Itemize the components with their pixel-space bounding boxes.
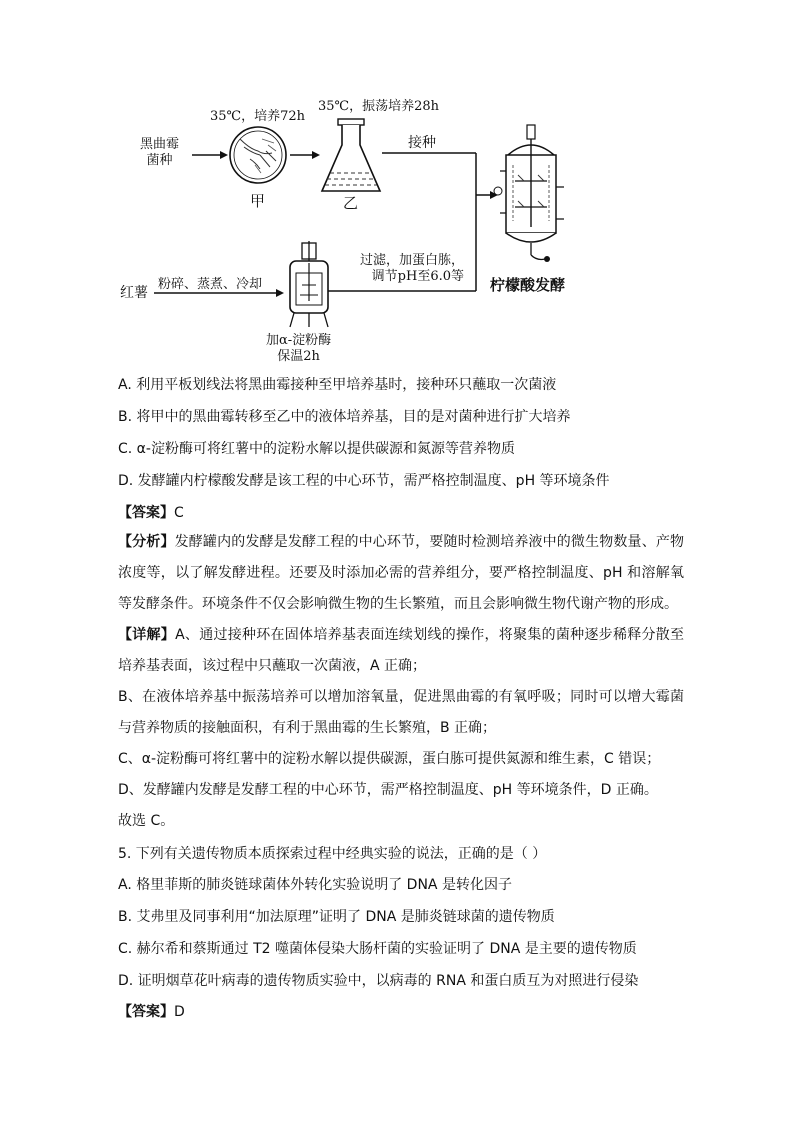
q4-option-d: D. 发酵罐内柠檬酸发酵是该工程的中心环节，需严格控制温度、pH 等环境条件 xyxy=(118,473,610,489)
q5-option-d: D. 证明烟草花叶病毒的遗传物质实验中，以病毒的 RNA 和蛋白质互为对照进行侵染 xyxy=(118,973,639,989)
label-amylase: 加α-淀粉酶 保温2h xyxy=(266,333,332,364)
q4-detail-a xyxy=(118,620,684,682)
q4-analysis xyxy=(118,527,684,620)
label-process: 粉碎、蒸煮、冷却 xyxy=(158,277,263,292)
label-condition-jia: 35℃，培养72h xyxy=(210,109,305,124)
q4-detail-c: C、α-淀粉酶可将红薯中的淀粉水解以提供碳源，蛋白胨可提供氮源和维生素，C 错误； xyxy=(118,751,661,767)
conical-flask-icon xyxy=(322,119,380,191)
label-inoculate: 接种 xyxy=(408,135,436,151)
answer-value: C xyxy=(174,505,184,521)
fermenter-icon xyxy=(494,125,564,262)
q4-answer xyxy=(118,502,688,522)
q5-stem: 5. 下列有关遗传物质本质探索过程中经典实验的说法，正确的是（ ） xyxy=(118,846,547,862)
q4-conclusion: 故选 C。 xyxy=(118,813,175,829)
arrow-head-flask xyxy=(312,151,320,159)
label-jia: 甲 xyxy=(250,192,266,210)
enzyme-reactor-icon xyxy=(290,241,328,327)
q5-answer xyxy=(118,1001,688,1021)
label-yi: 乙 xyxy=(343,194,359,212)
petri-dish-icon xyxy=(230,127,286,183)
q4-option-c: C. α-淀粉酶可将红薯中的淀粉水解以提供碳源和氮源等营养物质 xyxy=(118,441,515,457)
q5-answer-tag: 【答案】 xyxy=(118,1004,174,1020)
detail-a-text: A、通过接种环在固体培养基表面连续划线的操作，将聚集的菌种逐步稀释分散至培养基表面，该过程中只蘸取一次菌液，A 正确； xyxy=(118,627,685,674)
diagram-graphics xyxy=(110,95,580,375)
detail-tag: 【详解】 xyxy=(118,627,176,643)
label-sweet-potato: 红薯 xyxy=(120,285,148,301)
analysis-tag: 【分析】 xyxy=(118,534,175,550)
q5-answer-value: D xyxy=(174,1004,185,1020)
label-filter: 过滤，加蛋白胨， 调节pH至6.0等 xyxy=(360,253,465,284)
answer-tag: 【答案】 xyxy=(118,505,174,521)
q4-option-a: A. 利用平板划线法将黑曲霉接种至甲培养基时，接种环只蘸取一次菌液 xyxy=(118,377,557,393)
arrow-head-dish xyxy=(220,151,228,159)
analysis-text: 发酵罐内的发酵是发酵工程的中心环节，要随时检测培养液中的微生物数量、产物浓度等，以了解发酵进程。还要及时添加必需的营养组分，要严格控制温度、pH 和溶解氧等发酵条件。环境条件不仅会影响微生物的生长繁殖，而且会影响微生物代谢产物的形成。 xyxy=(118,534,685,612)
q4-detail-d: D、发酵罐内发酵是发酵工程的中心环节，需严格控制温度、pH 等环境条件，D 正确。 xyxy=(118,782,658,798)
arrow-head-reactor xyxy=(276,289,284,297)
fermentation-process-diagram xyxy=(110,95,580,375)
q4-option-b: B. 将甲中的黑曲霉转移至乙中的液体培养基，目的是对菌种进行扩大培养 xyxy=(118,409,571,425)
label-aspergillus: 黑曲霉 菌种 xyxy=(140,137,180,168)
label-condition-yi: 35℃，振荡培养28h xyxy=(318,99,439,114)
label-citric-fermentation: 柠檬酸发酵 xyxy=(490,276,566,294)
q5-option-a: A. 格里菲斯的肺炎链球菌体外转化实验说明了 DNA 是转化因子 xyxy=(118,877,512,893)
q4-detail-b: B、在液体培养基中振荡培养可以增加溶氧量，促进黑曲霉的有氧呼吸；同时可以增大霉菌与营养物质的接触面积，有利于黑曲霉的生长繁殖，B 正确； xyxy=(118,689,684,736)
q5-option-c: C. 赫尔希和蔡斯通过 T2 噬菌体侵染大肠杆菌的实验证明了 DNA 是主要的遗传物质 xyxy=(118,941,637,957)
q5-option-b: B. 艾弗里及同事利用“加法原理”证明了 DNA 是肺炎链球菌的遗传物质 xyxy=(118,909,555,925)
